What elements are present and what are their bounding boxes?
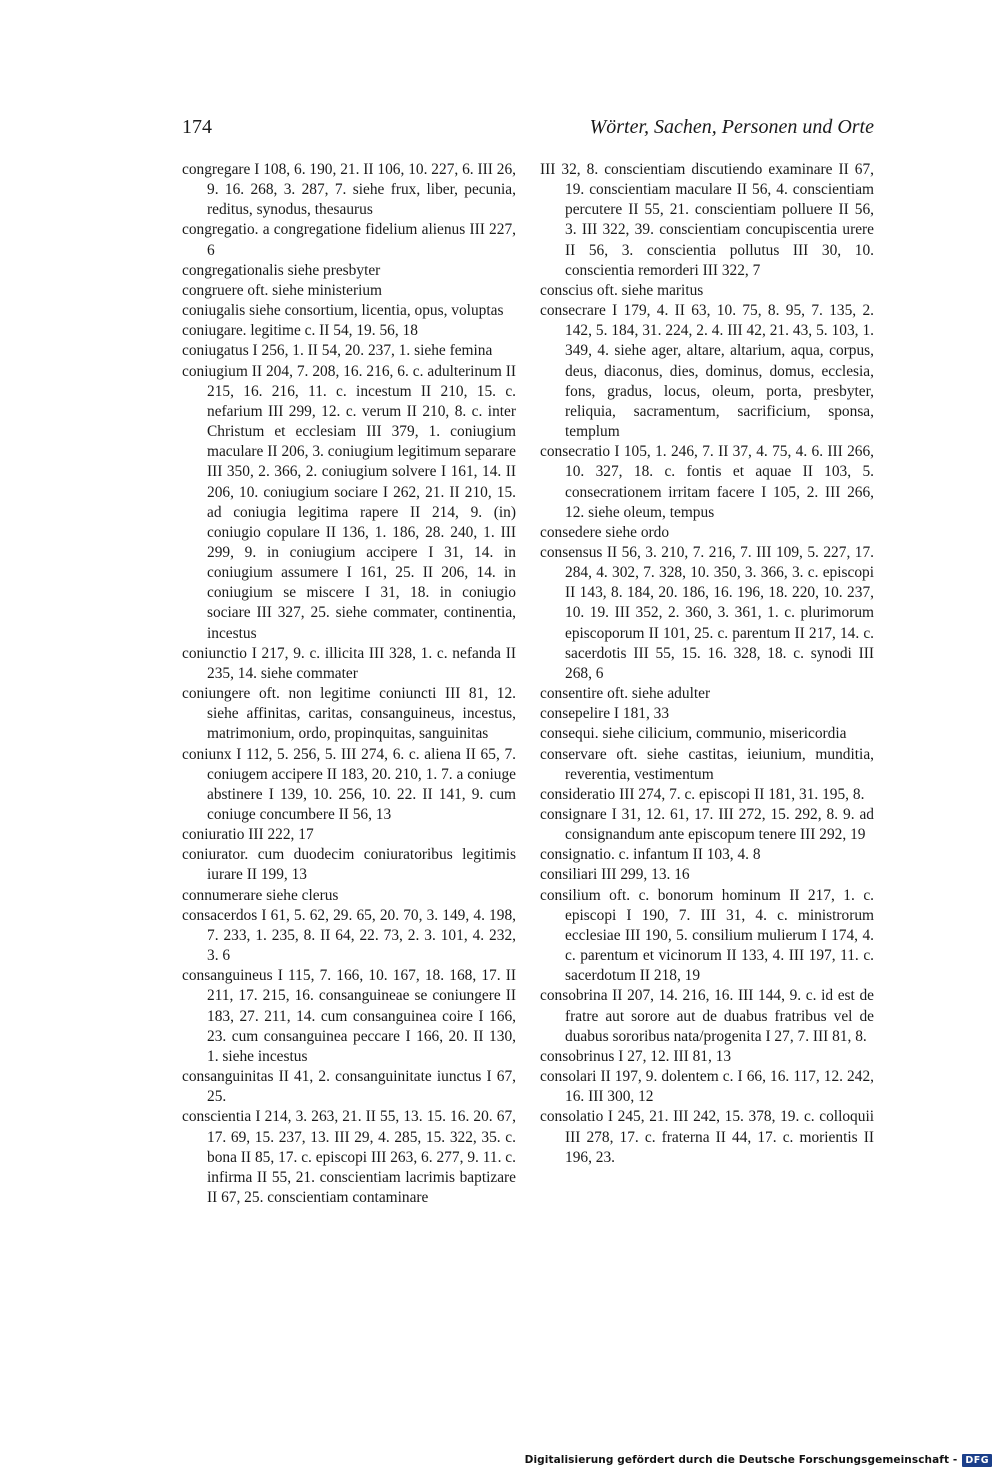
index-entry: coniuratio III 222, 17 xyxy=(182,826,314,844)
index-entry: consobrina II 207, 14. 216, 16. III 144, 9. c. id est de fratre aut sorore aut de duabus fratribus vel de duabus sororibus nata/progenita I 27, 7. III 81, 8. xyxy=(540,987,874,1045)
index-entry: III 32, 8. conscientiam discutiendo examinare II 67, 19. conscientiam maculare II 56, 4. conscientiam percutere II 55, 21. conscientiam polluere II 56, 3. III 322, 39. conscientiam concupiscentia urere II 56, 3. conscientia pollutus III 30, 10. conscientia remorderi III 322, 7 xyxy=(540,161,874,279)
footer-funding-note xyxy=(525,1451,992,1469)
index-entry: consecrare I 179, 4. II 63, 10. 75, 8. 95, 7. 135, 2. 142, 5. 184, 31. 224, 2. 4. III 42, 21. 43, 5. 103, 1. 349, 4. siehe ager, altare, altarium, aqua, corpus, deus, diaconus, dies, dominus, domus, ecclesia, fons, gradus, locus, oleum, porta, presbyter, reliquia, sacramentum, sacrificium, sponsa, templum xyxy=(540,302,874,441)
index-entry: conscientia I 214, 3. 263, 21. II 55, 13. 15. 16. 20. 67, 17. 69, 15. 237, 13. III 29, 4. 285, 15. 322, 35. c. bona II 85, 17. c. episcopi III 263, 6. 277, 9. 11. c. infirma II 55, 21. conscientiam lacrimis baptizare II 67, 25. conscientiam contaminare xyxy=(182,1108,516,1206)
index-entry: consideratio III 274, 7. c. episcopi II 181, 31. 195, 8. xyxy=(540,785,865,803)
index-entry: coniugium II 204, 7. 208, 16. 216, 6. c. adulterinum II 215, 16. 216, 11. c. incestum II 210, 15. c. nefarium III 299, 12. c. verum II 210, 8. c. inter Christum et ecclesiam III 379, 1. coniugium maculare II 206, 3. coniugium legitimum separare III 350, 2. 366, 2. coniugium solvere I 161, 14. II 206, 10. coniugium sociare I 262, 21. II 210, 15. ad coniugia legitima rapere II 214, 9. (in) coniugio copulare II 136, 1. 186, 28. 240, 1. III 299, 9. in coniugium accipere I 31, 14. in coniugium assumere I 161, 25. II 206, 14. in coniugium se miscere I 31, 18. in coniugio sociare III 327, 25. siehe commater, continentia, incestus xyxy=(182,362,516,642)
index-entry: connumerare siehe clerus xyxy=(182,886,339,904)
index-entry: congregare I 108, 6. 190, 21. II 106, 10. 227, 6. III 26, 9. 16. 268, 3. 287, 7. siehe frux, liber, pecunia, reditus, synodus, thesaurus xyxy=(182,161,516,219)
index-entry: consolatio I 245, 21. III 242, 15. 378, 19. c. colloquii III 278, 17. c. fraterna II 44, 17. c. morientis II 196, 23. xyxy=(540,1108,874,1166)
index-entry: consolari II 197, 9. dolentem c. I 66, 16. 117, 12. 242, 16. III 300, 12 xyxy=(540,1068,874,1106)
index-entry: congregationalis siehe presbyter xyxy=(182,261,381,279)
index-entry: consobrinus I 27, 12. III 81, 13 xyxy=(540,1047,732,1065)
index-entry: consequi. siehe cilicium, communio, misericordia xyxy=(540,725,847,743)
index-entry: coniugalis siehe consortium, licentia, opus, voluptas xyxy=(182,302,504,320)
index-entry: coniugatus I 256, 1. II 54, 20. 237, 1. siehe femina xyxy=(182,342,493,360)
index-entry: congruere oft. siehe ministerium xyxy=(182,281,383,299)
index-entry: consacerdos I 61, 5. 62, 29. 65, 20. 70, 3. 149, 4. 198, 7. 233, 1. 235, 8. II 64, 22. 73, 2. 3. 101, 4. 232, 3. 6 xyxy=(182,906,516,965)
index-entry: consignare I 31, 12. 61, 17. III 272, 15. 292, 8. 9. ad consignandum ante episcopum tenere III 292, 19 xyxy=(540,806,874,844)
index-entry: consiliari III 299, 13. 16 xyxy=(540,866,690,884)
index-entry: consecratio I 105, 1. 246, 7. II 37, 4. 75, 4. 6. III 266, 10. 327, 18. c. fontis et aquae II 103, 5. consecrationem irritam facere I 105, 2. III 266, 12. siehe oleum, tempus xyxy=(540,443,874,521)
index-entry: consanguineus I 115, 7. 166, 10. 167, 18. 168, 17. II 211, 17. 215, 16. consanguineae se coniungere II 183, 27. 211, 14. cum consanguinea coire I 166, 23. cum consanguinea peccare I 166, 20. II 130, 1. siehe incestus xyxy=(182,967,516,1065)
index-entry: consignatio. c. infantum II 103, 4. 8 xyxy=(540,846,761,864)
index-column-left xyxy=(182,160,516,1208)
page-number: 174 xyxy=(182,116,212,138)
index-entry: coniugare. legitime c. II 54, 19. 56, 18 xyxy=(182,322,418,340)
index-entry: consentire oft. siehe adulter xyxy=(540,685,711,703)
index-entry: consepelire I 181, 33 xyxy=(540,705,670,723)
index-entry: consedere siehe ordo xyxy=(540,523,670,541)
index-entry: coniunx I 112, 5. 256, 5. III 274, 6. c. aliena II 65, 7. coniugem accipere II 183, 20. 210, 1. 7. a coniuge abstinere I 139, 10. 256, 10. 22. II 141, 9. cum coniuge concumbere II 56, 13 xyxy=(182,745,516,823)
index-entry: consanguinitas II 41, 2. consanguinitate iunctus I 67, 25. xyxy=(182,1068,516,1106)
index-entry: conscius oft. siehe maritus xyxy=(540,281,704,299)
funding-note-text: Digitalisierung gefördert durch die Deutsche Forschungsgemeinschaft - xyxy=(524,1454,958,1466)
index-entry: coniungere oft. non legitime coniuncti III 81, 12. siehe affinitas, caritas, consanguineus, incestus, matrimonium, ordo, propinquitas, sanguinitas xyxy=(182,685,516,743)
index-entry: congregatio. a congregatione fidelium alienus III 227, 6 xyxy=(182,221,516,259)
index-entry: coniunctio I 217, 9. c. illicita III 328, 1. c. nefanda II 235, 14. siehe commater xyxy=(182,644,516,682)
running-head: Wörter, Sachen, Personen und Orte xyxy=(589,116,874,138)
index-entry: consensus II 56, 3. 210, 7. 216, 7. III 109, 5. 227, 17. 284, 4. 302, 7. 328, 10. 350, 3. 366, 3. c. episcopi II 143, 8. 184, 20. 186, 16. 196, 18. 220, 10. 237, 10. 19. III 352, 2. 360, 3. 361, 1. c. plurimorum episcoporum II 101, 25. c. parentum II 217, 14. c. sacerdotis III 55, 15. 16. 328, 18. c. synodi III 268, 6 xyxy=(540,543,874,682)
index-entry: coniurator. cum duodecim coniuratoribus legitimis iurare II 199, 13 xyxy=(182,846,516,884)
index-column-right xyxy=(540,160,874,1168)
dfg-logo: DFG xyxy=(962,1454,992,1467)
index-entry: conservare oft. siehe castitas, ieiunium, munditia, reverentia, vestimentum xyxy=(540,745,874,783)
index-entry: consilium oft. c. bonorum hominum II 217, 1. c. episcopi I 190, 7. III 31, 4. c. ministrorum ecclesiae III 190, 5. consilium mulierum I 174, 4. c. parentum et vicinorum II 133, 4. III 197, 11. c. sacerdotum II 218, 19 xyxy=(540,886,874,985)
